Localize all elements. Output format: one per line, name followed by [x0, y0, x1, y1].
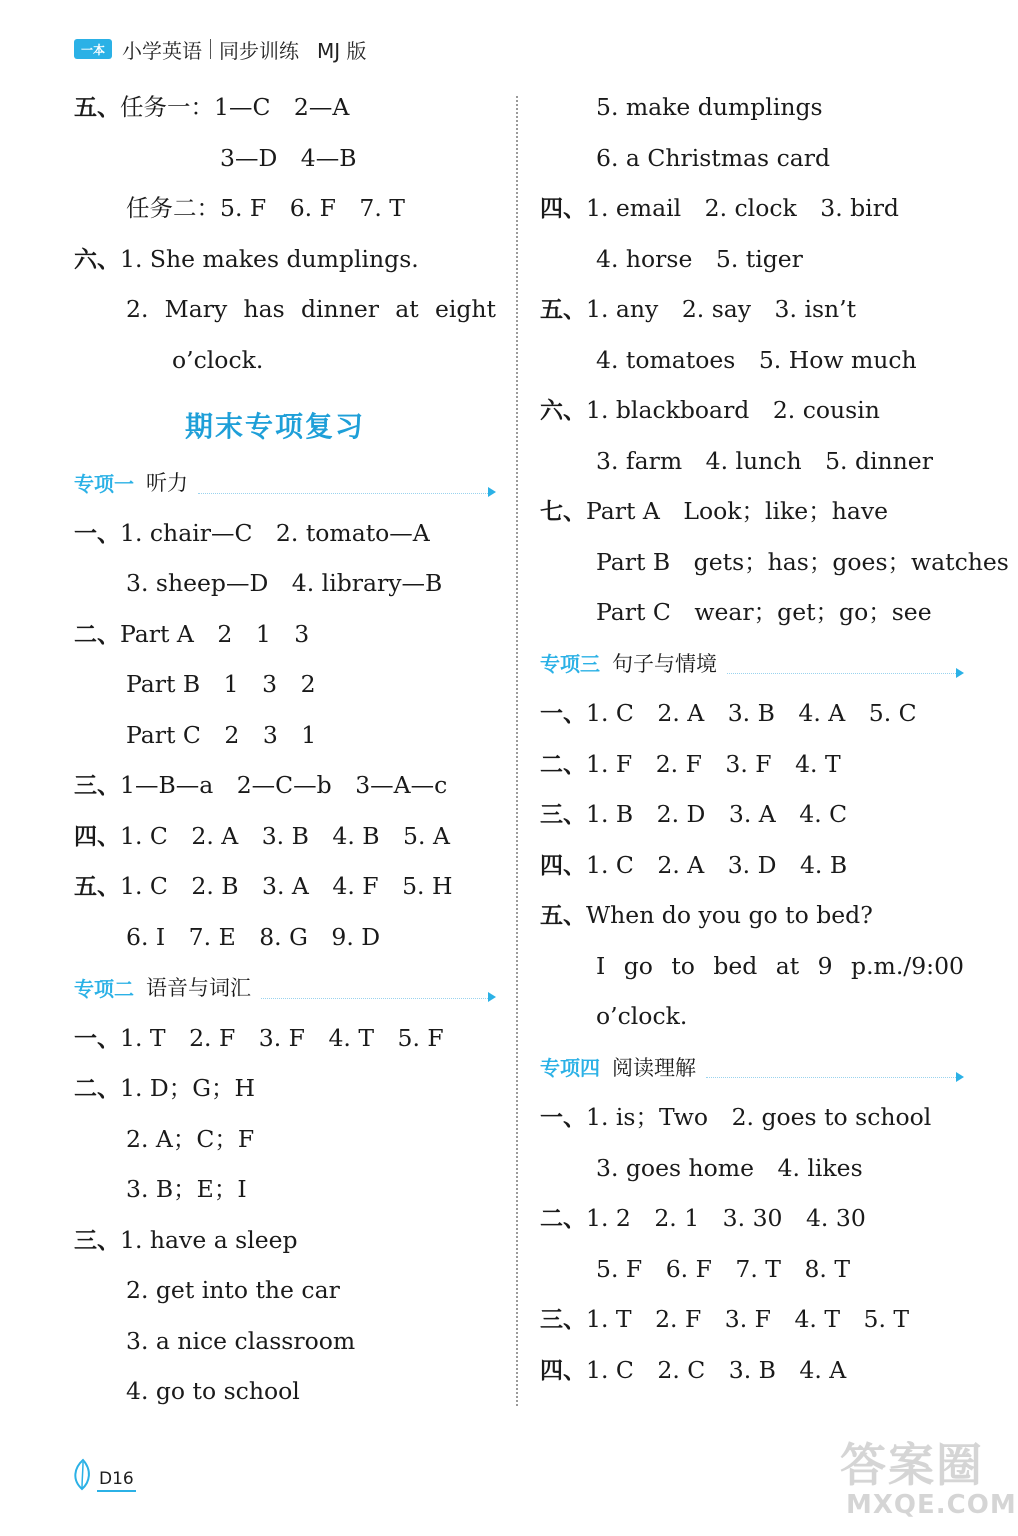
- answer-text: 1. chair—C 2. tomato—A: [120, 518, 430, 547]
- answer-text: o’clock.: [172, 345, 264, 374]
- answer-text: Part C wear；get；go；see: [596, 598, 932, 626]
- answer-text: 3. farm 4. lunch 5. dinner: [596, 446, 933, 475]
- answer-line: [540, 537, 1009, 588]
- section-title: 阅读理解: [612, 1055, 696, 1080]
- answer-line: [74, 1366, 496, 1417]
- section-rule: [261, 998, 488, 999]
- answer-line: [74, 1215, 496, 1266]
- section-title: 语音与词汇: [146, 976, 251, 1001]
- left-column: [74, 82, 496, 1417]
- answer-text: 5. F 6. F 7. T 8. T: [596, 1254, 851, 1283]
- question-number: 四、: [540, 1357, 586, 1384]
- section-rule: [727, 673, 956, 674]
- answer-line: [540, 739, 964, 790]
- section-heading: [74, 457, 496, 508]
- answer-text: 3. a nice classroom: [126, 1326, 356, 1355]
- answer-text: Part B gets；has；goes；watches: [596, 547, 1009, 576]
- answer-text: 1. email 2. clock 3. bird: [586, 194, 899, 222]
- answer-text: 1. 2 2. 1 3. 30 4. 30: [586, 1204, 866, 1232]
- section-title: 句子与情境: [612, 651, 717, 676]
- question-number: 二、: [540, 751, 586, 778]
- section-heading: [540, 638, 964, 689]
- section-rule: [198, 493, 488, 494]
- answer-text: I go to bed at 9 p.m./9:00: [596, 951, 964, 980]
- section-heading: [540, 1042, 964, 1093]
- answer-text: Part C 2 3 1: [126, 720, 317, 749]
- answer-text: 6. a Christmas card: [596, 143, 831, 172]
- answer-text: 1. T 2. F 3. F 4. T 5. T: [586, 1305, 910, 1333]
- answer-line: [74, 1164, 496, 1215]
- publisher-logo: 一本: [74, 39, 112, 59]
- answer-text: 3. goes home 4. likes: [596, 1153, 863, 1182]
- answer-text: 2. Mary has dinner at eight: [126, 295, 496, 323]
- answer-text: 1. D；G；H: [120, 1074, 255, 1102]
- answer-text: 1. She makes dumplings.: [120, 244, 419, 273]
- question-number: 五、: [74, 95, 120, 121]
- answer-text: 1. any 2. say 3. isn’t: [586, 295, 857, 323]
- answer-text: 任务一：1—C 2—A: [120, 93, 350, 121]
- answer-text: 4. tomatoes 5. How much: [596, 345, 917, 374]
- answer-text: 任务二：5. F 6. F 7. T: [126, 194, 405, 222]
- question-number: 六、: [74, 246, 120, 273]
- answer-text: 1. C 2. B 3. A 4. F 5. H: [120, 872, 453, 900]
- answer-line: [74, 1316, 496, 1367]
- leaf-icon: [70, 1458, 96, 1492]
- answer-text: 3—D 4—B: [220, 143, 357, 172]
- question-number: 七、: [540, 499, 586, 525]
- section-arrow-icon: [488, 992, 496, 1002]
- answer-line: [540, 1193, 964, 1244]
- answer-line: [74, 133, 496, 184]
- answer-text: 2. get into the car: [126, 1276, 340, 1304]
- answer-line: [74, 183, 496, 234]
- answer-line: [540, 1345, 964, 1396]
- question-number: 一、: [74, 1025, 120, 1052]
- header-edition: MJ 版: [317, 38, 367, 63]
- section-rule: [706, 1077, 956, 1078]
- answer-text: 4. horse 5. tiger: [596, 244, 803, 273]
- header-separator: [210, 39, 211, 59]
- answer-line: [540, 133, 964, 184]
- page-footer: [70, 1452, 136, 1492]
- review-title: 期末专项复习: [184, 410, 365, 443]
- answer-text: 6. I 7. E 8. G 9. D: [126, 922, 381, 951]
- answer-text: 1—B—a 2—C—b 3—A—c: [120, 771, 448, 799]
- section-arrow-icon: [956, 668, 964, 678]
- answer-line: [540, 234, 964, 285]
- answer-text: 3. sheep—D 4. library—B: [126, 569, 443, 597]
- answer-line: [74, 1265, 496, 1316]
- answer-line: [540, 789, 964, 840]
- header-book: 同步训练: [219, 38, 299, 63]
- answer-line: [540, 1143, 964, 1194]
- header-subject: 小学英语: [122, 38, 202, 63]
- answer-line: [540, 941, 964, 992]
- question-number: 五、: [540, 297, 586, 323]
- answer-line: [540, 82, 964, 133]
- answer-line: [540, 335, 964, 386]
- answer-line: [74, 760, 496, 811]
- answer-line: [540, 890, 964, 941]
- question-number: 五、: [540, 903, 586, 929]
- answer-line: [540, 1294, 964, 1345]
- answer-line: [74, 508, 496, 559]
- answer-line: [74, 659, 496, 710]
- question-number: 三、: [540, 1307, 586, 1333]
- section-title: 听力: [146, 471, 188, 496]
- answer-text: 1. blackboard 2. cousin: [586, 396, 880, 424]
- question-number: 一、: [74, 520, 120, 547]
- answer-text: When do you go to bed?: [586, 901, 873, 929]
- answer-line: [74, 609, 496, 660]
- page-number: D16: [97, 1469, 136, 1492]
- answer-line: [540, 436, 964, 487]
- question-number: 三、: [74, 1227, 120, 1254]
- answer-text: 4. go to school: [126, 1377, 300, 1405]
- answer-text: 2. A；C；F: [126, 1124, 255, 1153]
- answer-line: [74, 811, 496, 862]
- answer-line: [74, 861, 496, 912]
- site-watermark: [840, 1440, 1016, 1532]
- question-number: 四、: [540, 196, 586, 222]
- answer-line: [74, 1013, 496, 1064]
- page-header: [74, 34, 367, 64]
- answer-line: [74, 912, 496, 963]
- question-number: 六、: [540, 398, 586, 424]
- answer-text: o’clock.: [596, 1002, 688, 1030]
- question-number: 二、: [540, 1206, 586, 1232]
- answer-text: 1. is；Two 2. goes to school: [586, 1103, 932, 1131]
- section-arrow-icon: [488, 487, 496, 497]
- section-heading: [74, 962, 496, 1013]
- section-arrow-icon: [956, 1072, 964, 1082]
- question-number: 一、: [540, 1105, 586, 1131]
- watermark-url: MXQE.COM: [846, 1490, 1017, 1520]
- section-label: 专项二: [74, 976, 134, 1001]
- answer-line: [74, 1114, 496, 1165]
- answer-text: 1. C 2. A 3. B 4. A 5. C: [586, 699, 917, 727]
- section-label: 专项三: [540, 652, 600, 677]
- answer-line: [540, 840, 964, 891]
- answer-line: [540, 688, 964, 739]
- answer-text: 1. B 2. D 3. A 4. C: [586, 800, 848, 828]
- question-number: 二、: [74, 1076, 120, 1102]
- answer-line: [74, 558, 496, 609]
- answer-line: [540, 183, 964, 234]
- question-number: 四、: [74, 823, 120, 850]
- answer-text: 1. C 2. A 3. D 4. B: [586, 850, 848, 879]
- column-divider: [516, 96, 518, 1406]
- answer-line: [74, 1063, 496, 1114]
- answer-text: 1. C 2. A 3. B 4. B 5. A: [120, 821, 450, 850]
- answer-line: [74, 82, 496, 133]
- watermark-logo-text: 答案圈: [840, 1438, 984, 1492]
- answer-line: [540, 991, 964, 1042]
- section-label: 专项四: [540, 1056, 600, 1081]
- answer-text: 3. B；E；I: [126, 1175, 247, 1203]
- section-label: 专项一: [74, 471, 134, 496]
- answer-line: [74, 284, 496, 335]
- question-number: 五、: [74, 874, 120, 900]
- answer-text: 1. have a sleep: [120, 1225, 298, 1254]
- answer-line: [74, 710, 496, 761]
- answer-line: [540, 587, 964, 638]
- question-number: 二、: [74, 621, 120, 648]
- answer-line: [540, 1092, 964, 1143]
- answer-text: 1. C 2. C 3. B 4. A: [586, 1355, 847, 1384]
- answer-line: [540, 486, 964, 537]
- answer-text: 1. F 2. F 3. F 4. T: [586, 749, 841, 778]
- answer-text: Part B 1 3 2: [126, 670, 316, 698]
- question-number: 三、: [540, 802, 586, 828]
- answer-line: [540, 284, 964, 335]
- answer-text: Part A 2 1 3: [120, 619, 310, 648]
- answer-line: [74, 234, 496, 285]
- answer-line: [540, 1244, 964, 1295]
- answer-line: [74, 335, 496, 386]
- question-number: 一、: [540, 701, 586, 727]
- question-number: 三、: [74, 773, 120, 799]
- answer-text: Part A Look；like；have: [586, 497, 889, 525]
- question-number: 四、: [540, 852, 586, 879]
- answer-line: [540, 385, 964, 436]
- right-column: [540, 82, 1009, 1395]
- answer-text: 1. T 2. F 3. F 4. T 5. F: [120, 1023, 444, 1052]
- answer-text: 5. make dumplings: [596, 93, 823, 121]
